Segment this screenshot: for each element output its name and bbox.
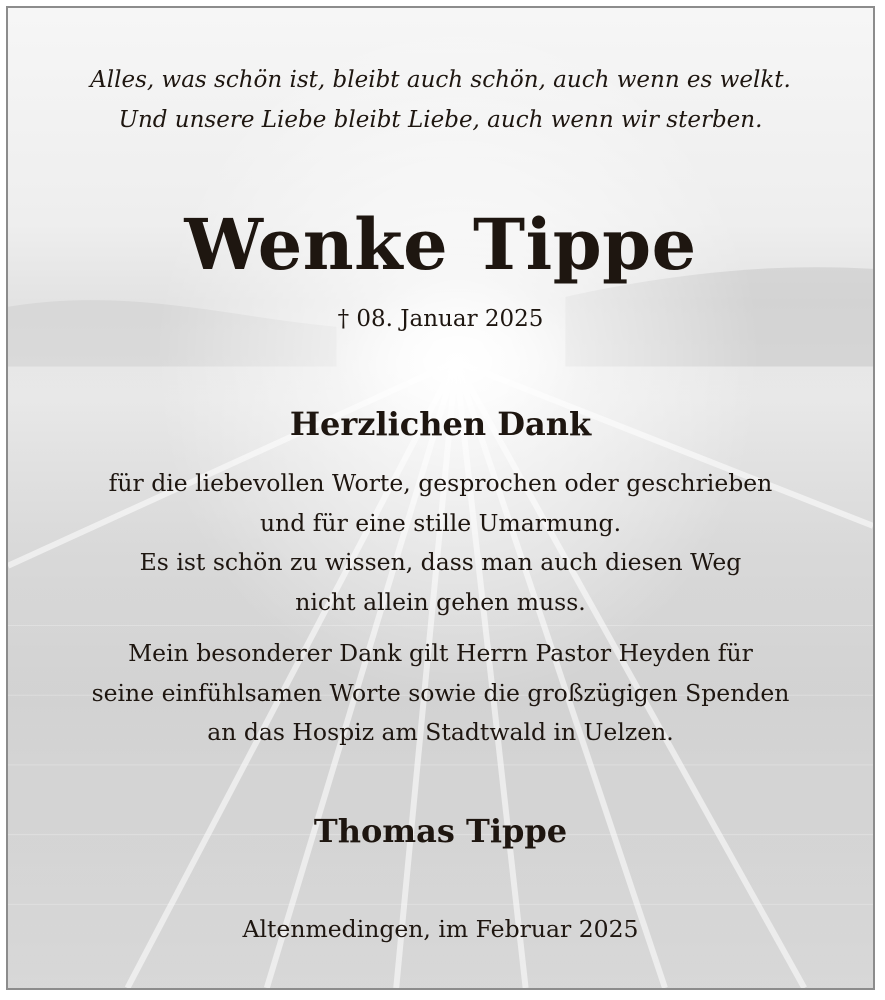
paragraph-line: Es ist schön zu wissen, dass man auch diesen Weg [139,548,742,576]
thanks-paragraph-2 [8,634,873,753]
motto-quote [8,60,873,140]
paragraph-line: Mein besonderer Dank gilt Herrn Pastor Heyden für [128,639,753,667]
paragraph-line: für die liebevollen Worte, gesprochen oder geschrieben [108,469,773,497]
obituary-card [6,6,875,990]
paragraph-line: nicht allein gehen muss. [295,587,586,616]
death-date: † 08. Januar 2025 [337,306,544,332]
place-and-date: Altenmedingen, im Februar 2025 [242,915,639,943]
motto-line-1: Alles, was schön ist, bleibt auch schön, auch wenn es welkt. [90,67,791,93]
deceased-name: Wenke Tippe [184,203,697,286]
motto-line-2: Und unsere Liebe bleibt Liebe, auch wenn wir sterben. [118,107,763,133]
paragraph-line: und für eine stille Umarmung. [259,508,622,537]
paragraph-line: seine einfühlsamen Worte sowie die großzügigen Spenden [91,678,790,707]
paragraph-line: an das Hospiz am Stadtwald in Uelzen. [207,718,674,746]
signer-name: Thomas Tippe [313,812,568,850]
thanks-heading: Herzlichen Dank [289,405,592,443]
thanks-paragraph-1 [8,464,873,622]
